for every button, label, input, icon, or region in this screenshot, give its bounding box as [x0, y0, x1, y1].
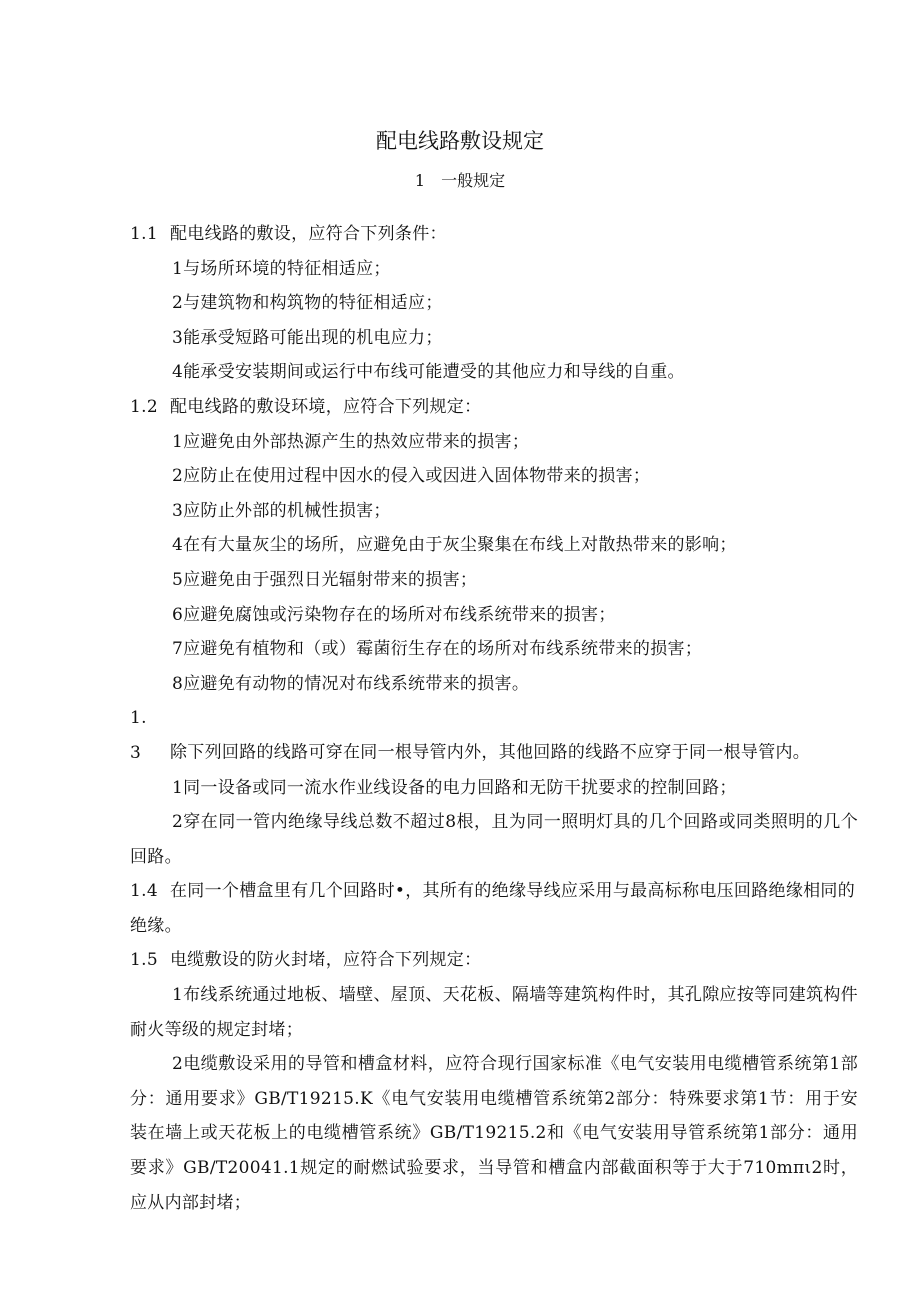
clause-text: 配电线路的敷设，应符合下列条件： [170, 224, 447, 244]
clause-1-3 [130, 701, 858, 770]
document-body [130, 217, 858, 1220]
document-title: 配电线路敷设规定 [376, 129, 544, 153]
clause-1-2 [130, 390, 858, 425]
list-item: 3能承受短路可能出现的机电应力； [172, 327, 443, 348]
list-item: 1布线系统通过地板、墙壁、屋顶、天花板、隔墙等建筑构件时，其孔隙应按等同建筑构件耐火等级的规定封堵； [130, 985, 858, 1040]
clause-text: 除下列回路的线路可穿在同一根导管内外，其他回路的线路不应穿于同一根导管内。 [170, 742, 811, 763]
list-item: 2穿在同一管内绝缘导线总数不超过8根，且为同一照明灯具的几个回路或同类照明的几个回路。 [130, 812, 858, 867]
list-item: 7应避免有植物和（或）霉菌衍生存在的场所对布线系统带来的损害； [172, 639, 703, 660]
list-item: 4能承受安装期间或运行中布线可能遭受的其他应力和导线的自重。 [172, 362, 685, 383]
clause-number: 1.4 [130, 881, 158, 902]
list-item: 5应避免由于强烈日光辐射带来的损害； [172, 569, 478, 590]
clause-text: 在同一个槽盒里有几个回路时•，其所有的绝缘导线应采用与最高标称电压回路绝缘相同的绝缘。 [130, 881, 856, 936]
section-heading: 1 一般规定 [414, 171, 506, 190]
clause-1-4 [130, 874, 858, 943]
list-item: 3应防止外部的机械性损害； [172, 500, 391, 521]
list-item: 4在有大量灰尘的场所，应避免由于灰尘聚集在布线上对散热带来的影响； [172, 535, 737, 556]
clause-1-1 [130, 217, 858, 252]
clause-number: 1. 3 [130, 708, 165, 763]
list-item: 2电缆敷设采用的导管和槽盒材料，应符合现行国家标准《电气安装用电缆槽管系统第1部分：通用要求》GB/T19215.K《电气安装用电缆槽管系统第2部分：特殊要求第1节：用于安装在墙上或天花板上的电缆槽管系统》GB/T19215.2和《电气安装用导管系统第1部分：通用要求》GB/T20041.1规定的耐燃试验要求，当导管和槽盒内部截面积等于大于710mπι2时，应从内部封堵； [130, 1054, 858, 1213]
list-item: 2应防止在使用过程中因水的侵入或因进入固体物带来的损害； [172, 466, 651, 487]
clause-1-5 [130, 943, 858, 978]
list-item: 1同一设备或同一流水作业线设备的电力回路和无防干扰要求的控制回路； [172, 777, 737, 798]
clause-text: 配电线路的敷设环境，应符合下列规定： [170, 396, 482, 417]
list-item: 8应避免有动物的情况对布线系统带来的损害。 [172, 673, 530, 694]
list-item: 1应避免由外部热源产生的热效应带来的损害； [172, 431, 530, 452]
clause-number: 1.2 [130, 396, 158, 417]
clause-number: 1.5 [130, 950, 158, 971]
list-item: 2与建筑物和构筑物的特征相适应； [172, 293, 443, 314]
list-item: 6应避免腐蚀或污染物存在的场所对布线系统带来的损害； [172, 604, 616, 625]
list-item: 1与场所环境的特征相适应； [172, 258, 391, 279]
clause-number: 1.1 [130, 224, 158, 244]
clause-text: 电缆敷设的防火封堵，应符合下列规定： [170, 950, 482, 971]
